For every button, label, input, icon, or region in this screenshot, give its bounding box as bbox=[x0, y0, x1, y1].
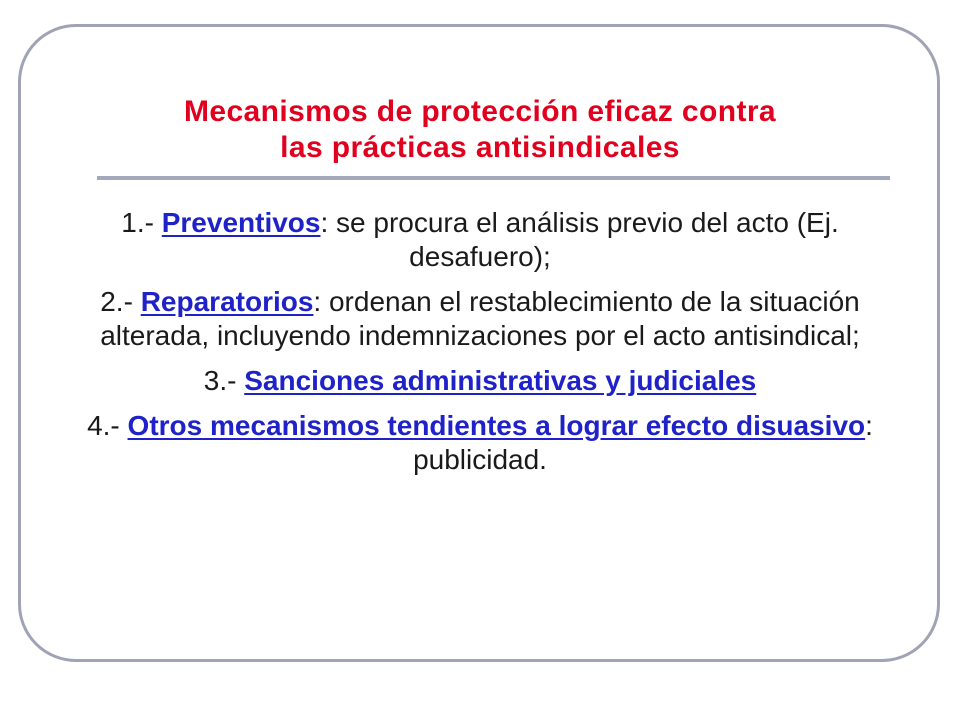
list-item-reparatorios bbox=[80, 285, 880, 353]
item-description: : ordenan el restablecimiento de la situación alterada, incluyendo indemnizaciones por el acto antisindical; bbox=[100, 286, 860, 351]
item-description: : publicidad. bbox=[413, 410, 873, 475]
item-number: 4.- bbox=[87, 410, 128, 441]
item-number: 1.- bbox=[121, 207, 162, 238]
mechanism-list bbox=[80, 206, 880, 488]
item-number: 3.- bbox=[203, 365, 245, 396]
item-term: Sanciones administrativas y judiciales bbox=[244, 365, 757, 396]
slide-title bbox=[100, 94, 860, 166]
title-divider bbox=[97, 176, 890, 180]
item-term: Preventivos bbox=[161, 207, 321, 238]
item-number: 2.- bbox=[100, 286, 141, 317]
list-item-preventivos bbox=[80, 206, 880, 274]
title-line-2: las prácticas antisindicales bbox=[280, 131, 680, 164]
title-line-1: Mecanismos de protección eficaz contra bbox=[183, 95, 777, 128]
item-term: Reparatorios bbox=[140, 286, 314, 317]
item-term: Otros mecanismos tendientes a lograr efecto disuasivo bbox=[127, 410, 866, 441]
list-item-otros bbox=[80, 409, 880, 477]
list-item-sanciones bbox=[80, 364, 880, 398]
item-description: : se procura el análisis previo del acto (Ej. desafuero); bbox=[320, 207, 839, 272]
